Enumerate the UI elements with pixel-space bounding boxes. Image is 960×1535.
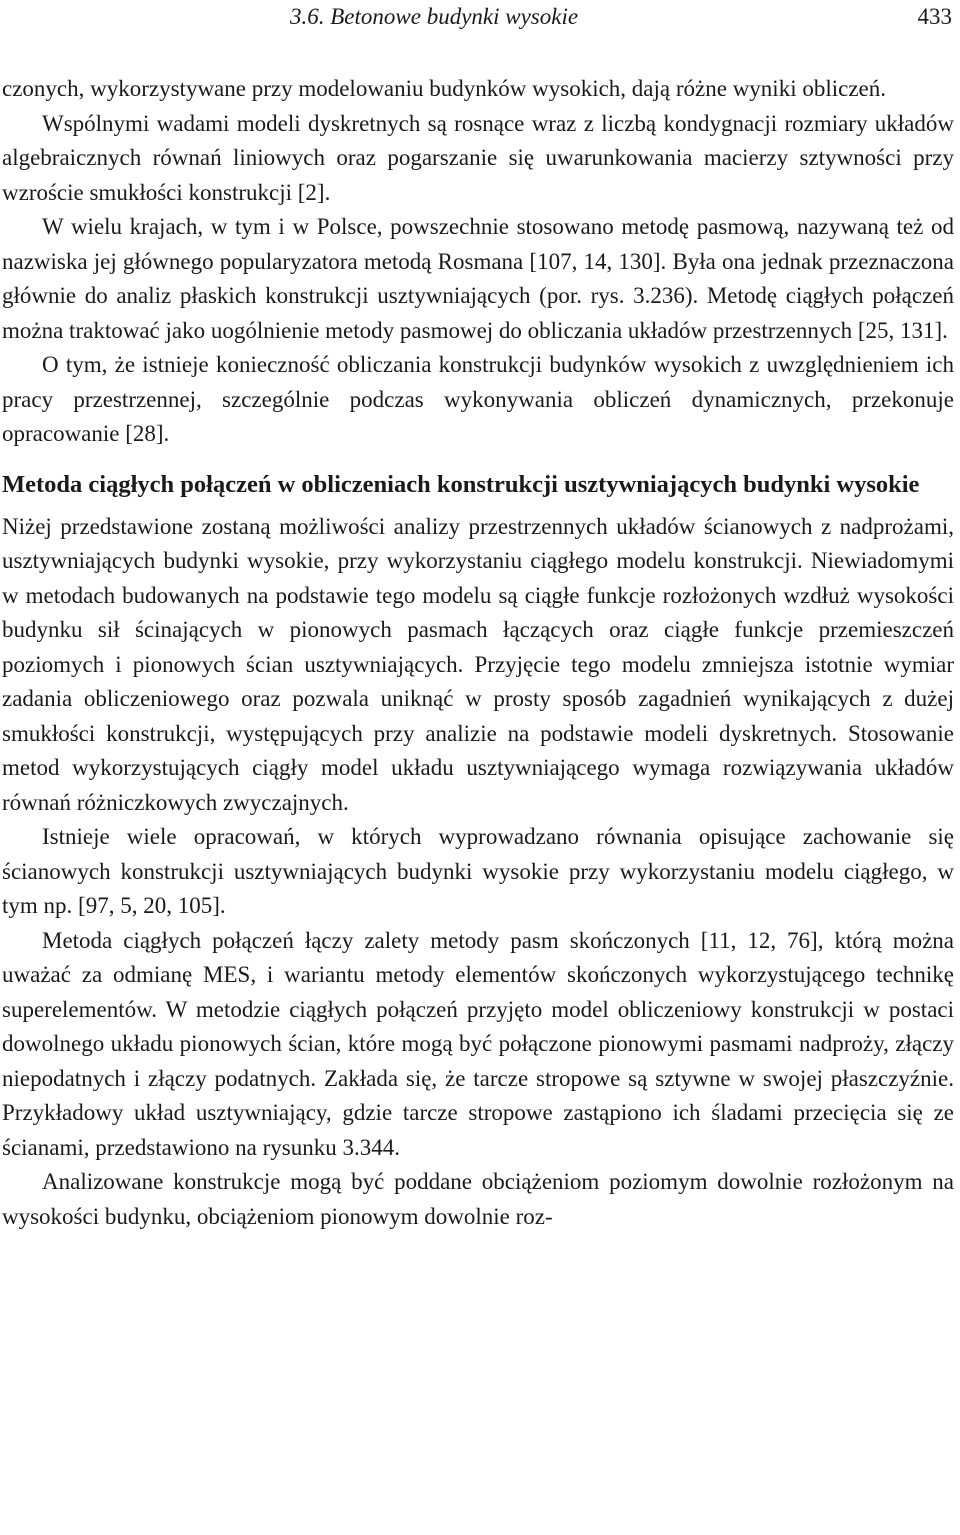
paragraph: Analizowane konstrukcje mogą być poddane obciążeniom poziomym dowolnie rozłożonym na wysokości budynku, obciążeniom pionowym dowolnie roz- (2, 1169, 954, 1229)
paragraph: czonych, wykorzystywane przy modelowaniu budynków wysokich, dają różne wyniki obliczeń. (2, 76, 886, 101)
page-number: 433 (917, 4, 952, 29)
paragraph: Niżej przedstawione zostaną możliwości analizy przestrzennych układów ścianowych z nadprożami, usztywniających budynki wysokie, przy wykorzystaniu ciągłego modelu konstrukcji. Niewiadomymi w metodach budowanych na podstawie tego modelu są ciągłe funkcje rozłożonych wzdłuż wysokości budynku sił ścinających w pionowych pasmach łączących oraz ciągłe funkcje przemieszczeń poziomych i pionowych ścian usztywniających. Przyjęcie tego modelu zmniejsza istotnie wymiar zadania obliczeniowego oraz pozwala uniknąć w prosty sposób zagadnień wynikających z dużej smukłości konstrukcji, występujących przy analizie na podstawie modeli dyskretnych. Stosowanie metod wykorzystujących ciągły model układu usztywniającego wymaga rozwiązywania układów równań różniczkowych zwyczajnych. (2, 513, 954, 815)
body-text (2, 72, 954, 1234)
paragraph: Metoda ciągłych połączeń łączy zalety metody pasm skończonych [11, 12, 76], którą można uważać za odmianę MES, i wariantu metody elementów skończonych wykorzystującego technikę superelementów. W metodzie ciągłych połączeń przyjęto model obliczeniowy konstrukcji w postaci dowolnego układu pionowych ścian, które mogą być połączone pionowymi pasmami nadproży, złączy niepodatnych i złączy podatnych. Zakłada się, że tarcze stropowe są sztywne w swojej płaszczyźnie. Przykładowy układ usztywniający, gdzie tarcze stropowe zastąpiono ich śladami przecięcia się ze ścianami, przedstawiono na rysunku 3.344. (2, 927, 954, 1160)
running-title: 3.6. Betonowe budynki wysokie (290, 4, 579, 29)
section-heading: Metoda ciągłych połączeń w obliczeniach konstrukcji usztywniających budynki wysokie (2, 470, 920, 498)
paragraph: O tym, że istnieje konieczność obliczania konstrukcji budynków wysokich z uwzględnieniem ich pracy przestrzennej, szczególnie podczas wykonywania obliczeń dynamicznych, przekonuje opracowanie [28]. (2, 352, 954, 446)
paragraph: Istnieje wiele opracowań, w których wyprowadzano równania opisujące zachowanie się ścianowych konstrukcji usztywniających budynki wysokie przy wykorzystaniu modelu ciągłego, w tym np. [97, 5, 20, 105]. (2, 824, 954, 918)
running-header (0, 2, 958, 32)
paragraph: W wielu krajach, w tym i w Polsce, powszechnie stosowano metodę pasmową, nazywaną też od nazwiska jej głównego popularyzatora metodą Rosmana [107, 14, 130]. Była ona jednak przeznaczona głównie do analiz płaskich konstrukcji usztywniających (por. rys. 3.236). Metodę ciągłych połączeń można traktować jako uogólnienie metody pasmowej do obliczania układów przestrzennych [25, 131]. (2, 214, 954, 343)
paragraph: Wspólnymi wadami modeli dyskretnych są rosnące wraz z liczbą kondygnacji rozmiary układów algebraicznych równań liniowych oraz pogarszanie się uwarunkowania macierzy sztywności przy wzroście smukłości konstrukcji [2]. (2, 110, 954, 205)
